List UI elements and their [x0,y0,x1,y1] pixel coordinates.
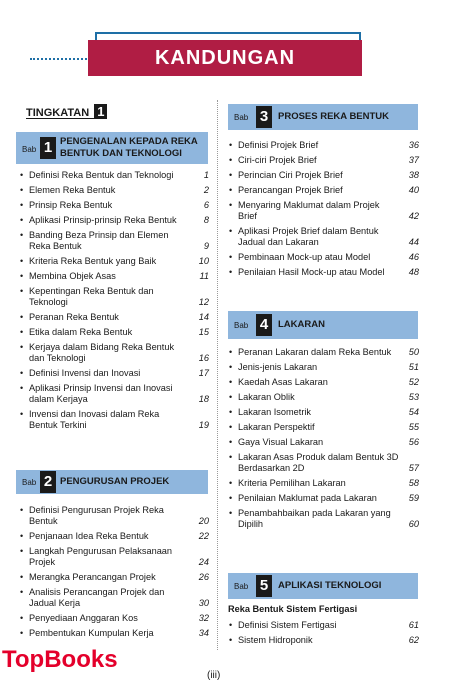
bullet-icon: • [20,587,24,597]
toc-entry [229,347,419,358]
toc-entry [229,226,419,248]
bullet-icon: • [229,508,233,518]
bullet-icon: • [229,437,233,447]
toc-entry-title: Invensi dan Inovasi dalam Reka Bentuk Terkini [29,409,160,430]
toc-entry [20,230,209,252]
toc-entry [229,267,419,278]
toc-entry-page: 10 [198,256,209,266]
bab-label: Bab [22,145,37,154]
toc-entry [20,587,209,609]
bullet-icon: • [20,215,24,225]
bullet-icon: • [229,478,233,488]
toc-entry-title: Definisi Projek Brief [238,140,319,150]
bab-title: LAKARAN [278,319,325,330]
toc-entry-title: Perincian Ciri Projek Brief [238,170,343,180]
tingkatan-underline [26,118,98,119]
toc-entry-title: Ciri-ciri Projek Brief [238,155,317,165]
bab-title: PROSES REKA BENTUK [278,111,390,122]
toc-entry-title: Lakaran Isometrik [238,407,312,417]
bullet-icon: • [229,493,233,503]
bullet-icon: • [20,327,24,337]
bab-3-header [228,104,418,130]
bab-number: 5 [256,575,272,597]
toc-entry-title: Penambahbaikan pada Lakaran yang Dipilih [238,508,391,529]
toc-entry-page: 32 [198,613,209,623]
toc-entry [20,271,209,282]
toc-entry [229,635,419,646]
toc-entry [229,185,419,196]
toc-entry-page: 15 [198,327,209,337]
toc-entry-page: 20 [198,516,209,526]
toc-entry-page: 36 [408,140,419,150]
toc-entry-page: 12 [198,297,209,307]
toc-entry [229,437,419,448]
bullet-icon: • [229,267,233,277]
toc-entry-page: 60 [408,519,419,529]
toc-entry-page: 55 [408,422,419,432]
bullet-icon: • [229,155,233,165]
bab-4-list [229,347,419,534]
toc-entry-page: 8 [203,215,209,225]
bab-title: PENGURUSAN PROJEK [60,476,170,487]
toc-entry [20,256,209,267]
toc-entry-page: 53 [408,392,419,402]
toc-entry-title: Definisi Sistem Fertigasi [238,620,337,630]
toc-entry [20,286,209,308]
bab-label: Bab [234,113,249,122]
bullet-icon: • [229,200,233,210]
bab-title: APLIKASI TEKNOLOGI [278,580,382,591]
bullet-icon: • [20,170,24,180]
tingkatan-label: TINGKATAN [26,107,90,119]
bab-number: 2 [40,471,56,493]
toc-entry [20,505,209,527]
toc-entry-page: 37 [408,155,419,165]
bab-4-header [228,311,418,339]
toc-entry-page: 11 [199,271,209,281]
toc-entry [229,493,419,504]
bullet-icon: • [20,628,24,638]
toc-entry-title: Pembentukan Kumpulan Kerja [29,628,154,638]
bullet-icon: • [229,452,233,462]
toc-entry [229,452,419,474]
bullet-icon: • [229,226,233,236]
toc-entry-page: 52 [408,377,419,387]
bab-number: 4 [256,314,272,336]
toc-entry [20,572,209,583]
toc-entry-page: 1 [203,170,209,180]
toc-entry-page: 38 [408,170,419,180]
bullet-icon: • [20,312,24,322]
bullet-icon: • [20,505,24,515]
toc-entry [20,200,209,211]
toc-entry [229,392,419,403]
bab-number: 3 [256,106,272,128]
toc-entry [20,215,209,226]
bullet-icon: • [20,383,24,393]
bullet-icon: • [229,170,233,180]
toc-entry [20,531,209,542]
toc-entry-title: Kerjaya dalam Bidang Reka Bentuk dan Teknologi [29,342,175,363]
toc-entry [229,200,419,222]
bullet-icon: • [20,409,24,419]
bab-1-list [20,170,209,435]
bab-2-list [20,505,209,643]
toc-entry-title: Peranan Reka Bentuk [29,312,119,322]
toc-entry-page: 9 [203,241,209,251]
toc-entry [229,140,419,151]
bullet-icon: • [229,407,233,417]
bullet-icon: • [229,140,233,150]
bullet-icon: • [20,546,24,556]
bullet-icon: • [20,230,24,240]
toc-entry-page: 30 [198,598,209,608]
toc-entry [229,620,419,631]
toc-entry-title: Definisi Reka Bentuk dan Teknologi [29,170,174,180]
toc-entry-title: Penilaian Maklumat pada Lakaran [238,493,377,503]
tingkatan-number: 1 [94,104,107,119]
toc-entry-page: 18 [198,394,209,404]
toc-entry-title: Penyediaan Anggaran Kos [29,613,138,623]
toc-entry-page: 57 [408,463,419,473]
toc-entry-page: 46 [408,252,419,262]
bab-label: Bab [234,582,249,591]
toc-entry [20,409,209,431]
bullet-icon: • [20,572,24,582]
toc-entry-title: Lakaran Oblik [238,392,295,402]
bullet-icon: • [20,531,24,541]
toc-entry-page: 56 [408,437,419,447]
bullet-icon: • [20,368,24,378]
toc-entry-page: 40 [408,185,419,195]
bab-5-subheading: Reka Bentuk Sistem Fertigasi [228,604,358,614]
bullet-icon: • [229,252,233,262]
bab-1-header [16,132,208,164]
bab-3-list [229,140,419,282]
toc-entry [229,155,419,166]
bullet-icon: • [20,342,24,352]
toc-entry-page: 16 [198,353,209,363]
bullet-icon: • [20,286,24,296]
toc-entry-title: Pembinaan Mock-up atau Model [238,252,371,262]
toc-entry-title: Langkah Pengurusan Pelaksanaan Projek [29,546,173,567]
watermark-logo: TopBooks [2,646,118,673]
bab-number: 1 [40,137,56,159]
bullet-icon: • [229,377,233,387]
bullet-icon: • [229,620,233,630]
page-number: (iii) [207,670,221,681]
bullet-icon: • [20,613,24,623]
bullet-icon: • [229,392,233,402]
toc-entry-title: Menyaring Maklumat dalam Projek Brief [238,200,380,221]
bab-label: Bab [22,478,37,487]
toc-entry [229,508,419,530]
toc-entry-title: Gaya Visual Lakaran [238,437,324,447]
bab-5-list [229,620,419,650]
toc-entry-title: Membina Objek Asas [29,271,116,281]
toc-entry-title: Aplikasi Projek Brief dalam Bentuk Jadual dan Lakaran [238,226,379,247]
toc-entry-title: Perancangan Projek Brief [238,185,343,195]
toc-entry-title: Etika dalam Reka Bentuk [29,327,133,337]
toc-entry [20,368,209,379]
bab-title-line2: BENTUK DAN TEKNOLOGI [60,148,182,159]
toc-entry-title: Prinsip Reka Bentuk [29,200,113,210]
toc-entry-title: Lakaran Asas Produk dalam Bentuk 3D Berdasarkan 2D [238,452,399,473]
toc-entry-page: 54 [408,407,419,417]
toc-entry-title: Elemen Reka Bentuk [29,185,116,195]
bullet-icon: • [20,256,24,266]
toc-entry-page: 22 [198,531,209,541]
toc-entry-title: Penjanaan Idea Reka Bentuk [29,531,149,541]
toc-entry [229,478,419,489]
bullet-icon: • [229,422,233,432]
toc-entry-page: 62 [408,635,419,645]
bullet-icon: • [229,185,233,195]
toc-entry-page: 51 [408,362,419,372]
toc-entry [20,383,209,405]
toc-entry-title: Lakaran Perspektif [238,422,315,432]
toc-entry-title: Kriteria Reka Bentuk yang Baik [29,256,157,266]
toc-entry-page: 50 [408,347,419,357]
bullet-icon: • [229,347,233,357]
bullet-icon: • [20,271,24,281]
toc-entry-title: Peranan Lakaran dalam Reka Bentuk [238,347,392,357]
bab-2-header [16,470,208,494]
toc-entry [229,252,419,263]
toc-entry [20,327,209,338]
toc-entry [20,170,209,181]
page-title: KANDUNGAN [154,47,296,69]
toc-entry [20,546,209,568]
toc-entry-page: 48 [408,267,419,277]
bab-5-header [228,573,418,599]
bab-title-line1: PENGENALAN KEPADA REKA [60,136,198,147]
toc-entry-page: 59 [408,493,419,503]
column-divider [217,100,218,650]
toc-entry-title: Banding Beza Prinsip dan Elemen Reka Bentuk [29,230,169,251]
toc-entry-page: 42 [408,211,419,221]
toc-entry [20,312,209,323]
bullet-icon: • [229,362,233,372]
toc-entry-page: 14 [198,312,209,322]
toc-entry-page: 61 [408,620,419,630]
bullet-icon: • [20,200,24,210]
bab-label: Bab [234,321,249,330]
toc-entry-title: Definisi Invensi dan Inovasi [29,368,141,378]
toc-entry-title: Kaedah Asas Lakaran [238,377,328,387]
toc-entry-page: 34 [198,628,209,638]
bullet-icon: • [229,635,233,645]
toc-entry [20,342,209,364]
toc-entry-page: 6 [203,200,209,210]
toc-entry [229,422,419,433]
toc-entry-title: Merangka Perancangan Projek [29,572,156,582]
toc-entry-title: Aplikasi Prinsip Invensi dan Inovasi dalam Kerjaya [29,383,173,404]
toc-entry-page: 26 [198,572,209,582]
toc-entry-title: Sistem Hidroponik [238,635,313,645]
toc-entry-title: Kepentingan Reka Bentuk dan Teknologi [29,286,154,307]
toc-entry-page: 44 [408,237,419,247]
toc-entry-page: 19 [198,420,209,430]
toc-entry [229,362,419,373]
toc-entry-page: 24 [198,557,209,567]
toc-entry-title: Aplikasi Prinsip-prinsip Reka Bentuk [29,215,177,225]
bullet-icon: • [20,185,24,195]
toc-entry [229,407,419,418]
toc-entry [229,170,419,181]
toc-entry-title: Jenis-jenis Lakaran [238,362,318,372]
tingkatan-heading [26,104,107,119]
toc-entry-page: 2 [203,185,209,195]
toc-entry-page: 58 [408,478,419,488]
toc-entry-title: Penilaian Hasil Mock-up atau Model [238,267,385,277]
toc-entry [229,377,419,388]
toc-entry-title: Definisi Pengurusan Projek Reka Bentuk [29,505,164,526]
toc-entry-page: 17 [198,368,209,378]
toc-entry [20,628,209,639]
toc-entry-title: Analisis Perancangan Projek dan Jadual Kerja [29,587,165,608]
toc-entry [20,185,209,196]
toc-entry [20,613,209,624]
toc-entry-title: Kriteria Pemilihan Lakaran [238,478,346,488]
